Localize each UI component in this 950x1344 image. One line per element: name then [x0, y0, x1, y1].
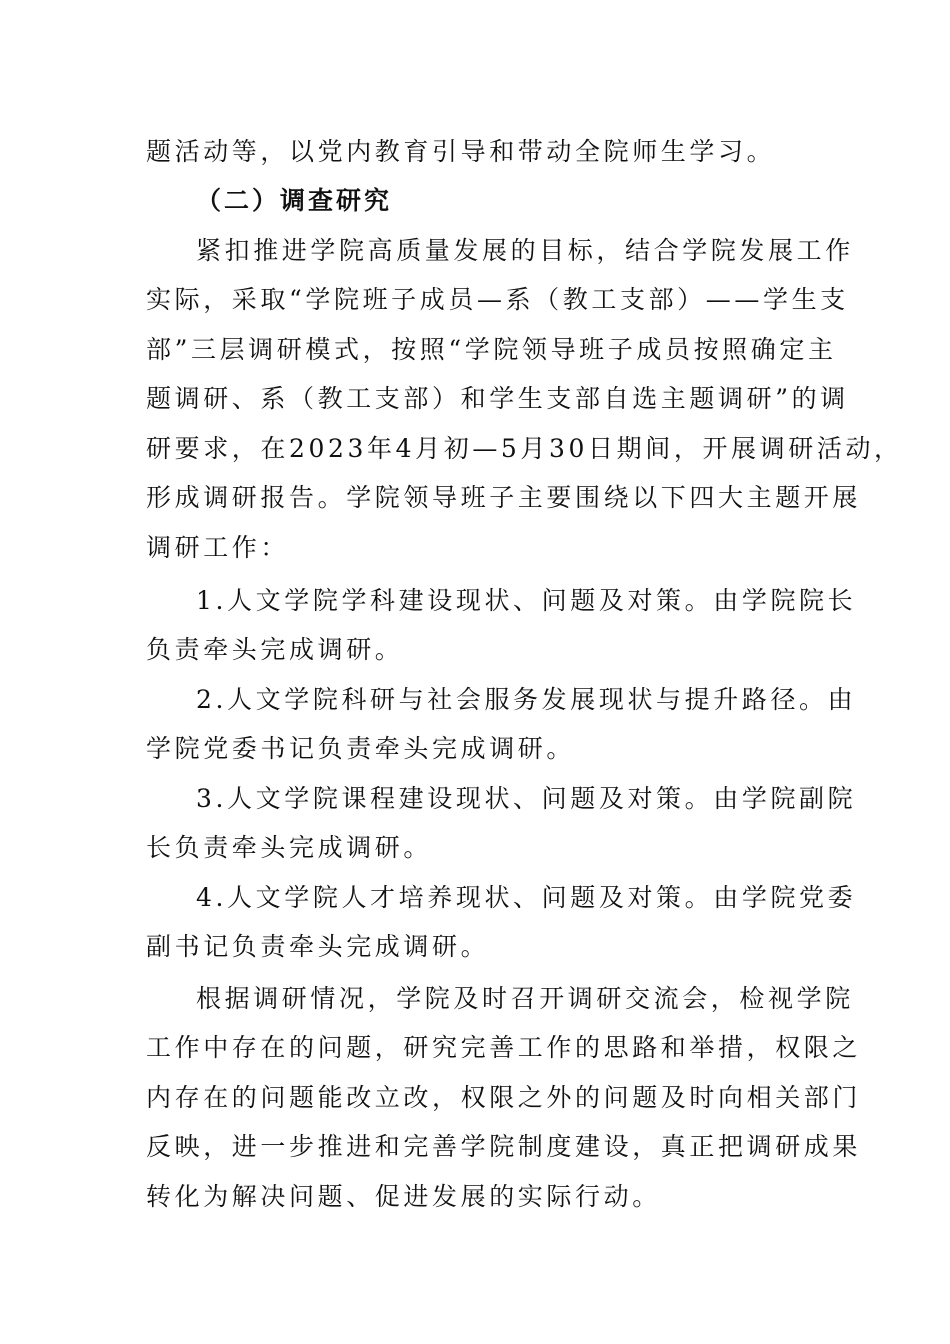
list-item-line: 副书记负责牵头完成调研。	[146, 932, 490, 961]
list-item-line: 3.人文学院课程建设现状、问题及对策。由学院副院	[196, 784, 857, 813]
paragraph-line: 题调研、系（教工支部）和学生支部自选主题调研”的调	[146, 384, 849, 413]
list-item-line: 2.人文学院科研与社会服务发展现状与提升路径。由	[196, 685, 857, 714]
list-item-line: 1.人文学院学科建设现状、问题及对策。由学院院长	[196, 586, 857, 615]
paragraph-line: 反映，进一步推进和完善学院制度建设，真正把调研成果	[146, 1132, 862, 1161]
paragraph-line: 根据调研情况，学院及时召开调研交流会，检视学院	[196, 984, 854, 1013]
section-heading: （二）调查研究	[196, 186, 393, 215]
list-item-line: 4.人文学院人才培养现状、问题及对策。由学院党委	[196, 883, 857, 912]
paragraph-line: 部”三层调研模式，按照“学院领导班子成员按照确定主	[146, 335, 837, 364]
paragraph-line: 形成调研报告。学院领导班子主要围绕以下四大主题开展	[146, 483, 862, 512]
paragraph-line: 转化为解决问题、促进发展的实际行动。	[146, 1182, 661, 1211]
paragraph-line: 实际，采取“学院班子成员—系（教工支部）——学生支	[146, 285, 849, 314]
paragraph-line: 紧扣推进学院高质量发展的目标，结合学院发展工作	[196, 236, 854, 265]
paragraph-line: 研要求，在2023年4月初—5月30日期间，开展调研活动，	[146, 434, 903, 463]
paragraph-line: 调研工作：	[146, 533, 290, 562]
paragraph-line: 工作中存在的问题，研究完善工作的思路和举措，权限之	[146, 1033, 862, 1062]
paragraph-line: 内存在的问题能改立改，权限之外的问题及时向相关部门	[146, 1083, 862, 1112]
list-item-line: 负责牵头完成调研。	[146, 635, 404, 664]
list-item-line: 长负责牵头完成调研。	[146, 833, 433, 862]
paragraph-line: 题活动等，以党内教育引导和带动全院师生学习。	[146, 137, 776, 166]
list-item-line: 学院党委书记负责牵头完成调研。	[146, 734, 576, 763]
